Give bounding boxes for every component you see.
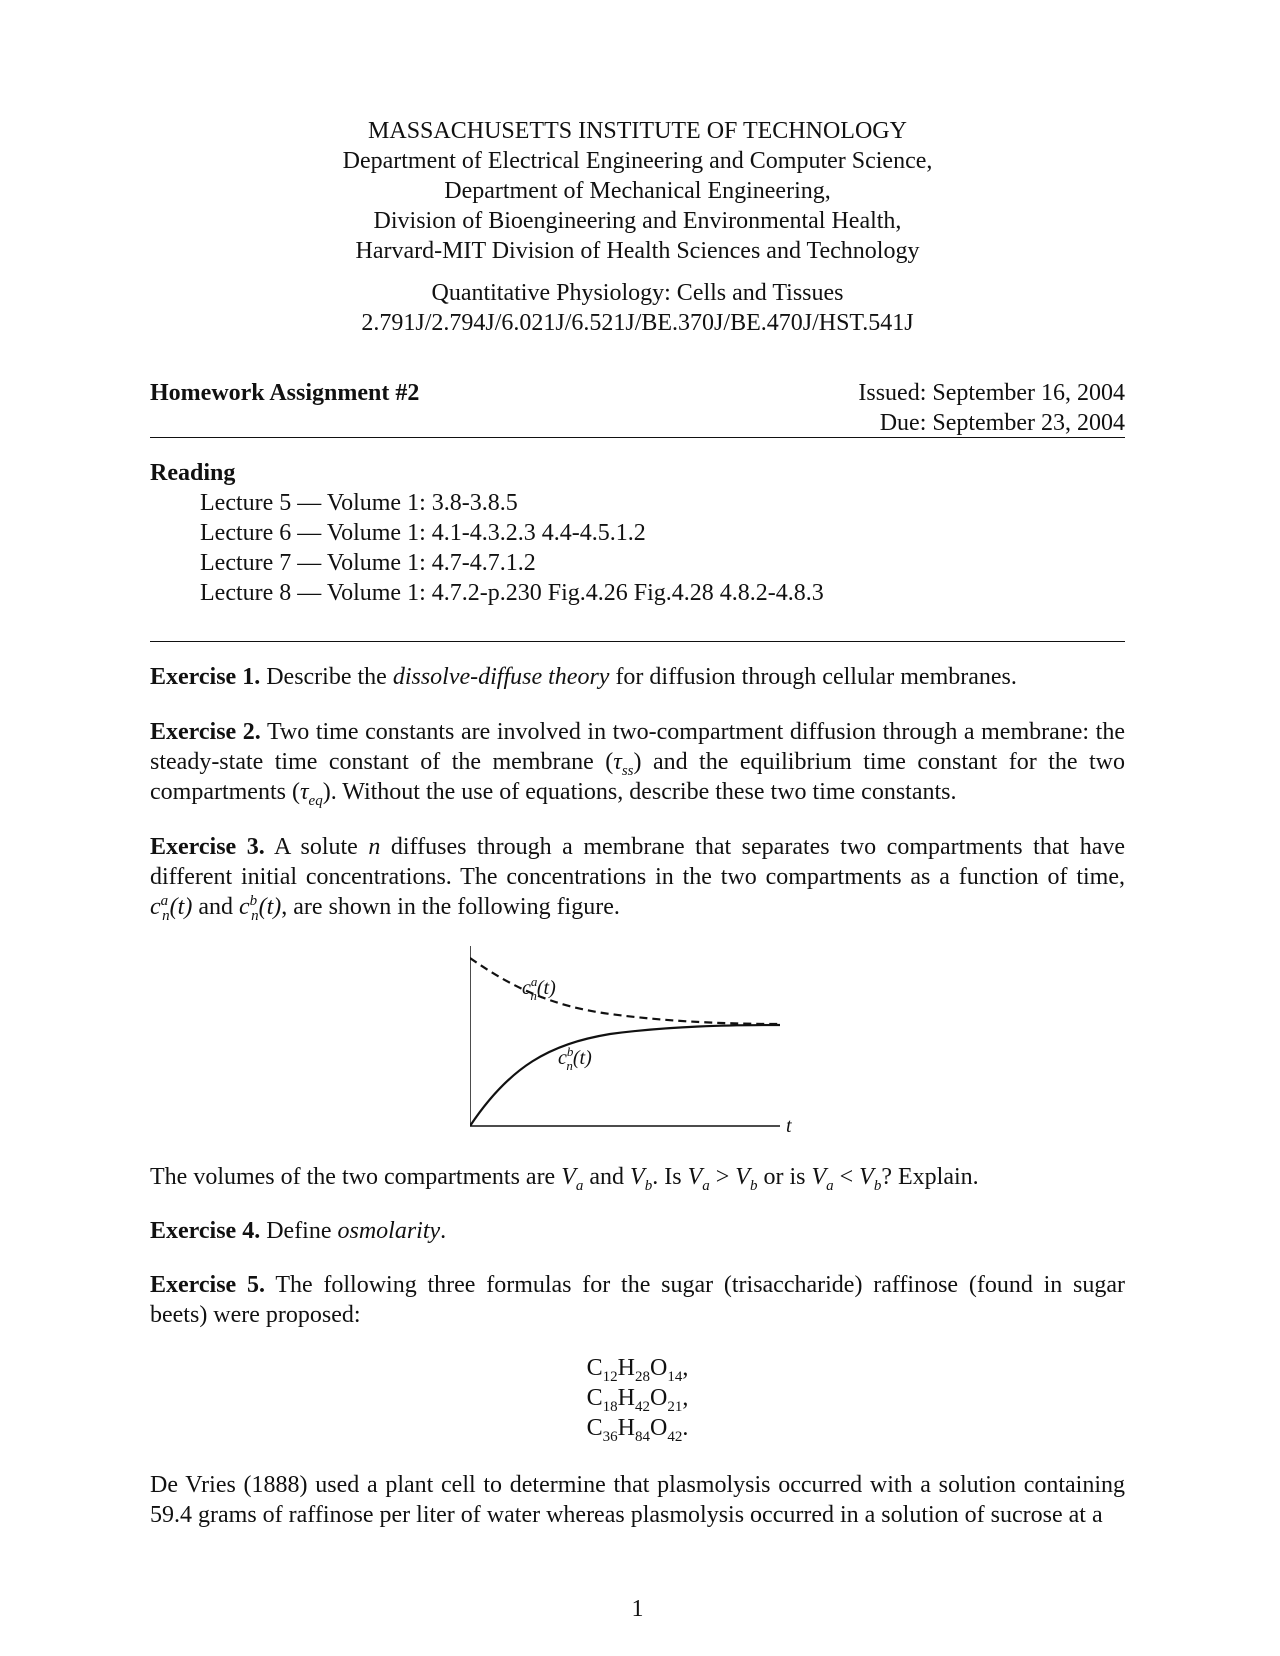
institute-name: MASSACHUSETTS INSTITUTE OF TECHNOLOGY: [368, 118, 907, 144]
issued-date: Issued: September 16, 2004: [858, 380, 1125, 406]
exercise-2: Exercise 2. Two time constants are involved in two-compartment diffusion through a membrane: the steady-state time constant of the membrane $(\tau_{ss})$ and the equilibrium time constant for the two compartments $(\tau_{eq})$. Without the use of equations, describe these two time constants.: [150, 719, 1125, 809]
emphasis-term: dissolve-diffuse theory: [392, 664, 610, 690]
concentration-figure: [470, 946, 970, 1136]
label-cb: $c^b$ n(t): [558, 1044, 592, 1073]
reading-section: [150, 458, 824, 608]
reading-divider: [150, 641, 1125, 642]
label-ca: $c^a$ n(t): [522, 974, 556, 1003]
division-hst: Harvard-MIT Division of Health Sciences and Technology: [355, 238, 920, 264]
document-header: [150, 116, 1125, 338]
department-mech: Department of Mechanical Engineering,: [444, 178, 831, 204]
t-axis-label: t: [786, 1115, 792, 1136]
reading-item: Lecture 8 — Volume 1: 4.7.2-p.230 Fig.4.26 Fig.4.28 4.8.2-4.8.3: [200, 580, 824, 606]
formula-item: $C_{18}H_{42}O_{21}$,: [586, 1385, 689, 1415]
exercise-label: Exercise 3.: [150, 834, 265, 860]
curve-cb: [470, 1025, 780, 1126]
exercise-3: Exercise 3. A solute n diffuses through a membrane that separates two compartments that have different initial concentrations. The concentrations in the two compartments as a function of time, $c^a_n(t)$ and $c^b_n(t)$, are shown in the following figure.: [150, 834, 1126, 924]
formula-item: $C_{36}H_{84}O_{42}$.: [586, 1415, 689, 1445]
curve-ca: [470, 958, 780, 1024]
exercise-1: Exercise 1. Describe the dissolve-diffuse theory for diffusion through cellular membranes.: [150, 664, 1017, 690]
emphasis-term: osmolarity: [337, 1218, 441, 1244]
reading-list: [150, 488, 824, 608]
exercise-label: Exercise 5.: [150, 1272, 265, 1298]
exercise-5-continuation: De Vries (1888) used a plant cell to determine that plasmolysis occurred with a solution containing 59.4 grams of raffinose per liter of water whereas plasmolysis occurred in a solution of sucrose at a: [150, 1472, 1125, 1528]
exercise-label: Exercise 2.: [150, 719, 261, 745]
exercise-3-question: The volumes of the two compartments are $V_a$ and $V_b$. Is $V_a > V_b$ or is $V_a < V_b$? Explain.: [150, 1164, 979, 1194]
reading-item: Lecture 7 — Volume 1: 4.7-4.7.1.2: [200, 550, 536, 576]
course-title: Quantitative Physiology: Cells and Tissues: [431, 280, 844, 306]
page-number: 1: [631, 1596, 644, 1622]
exercise-4: Exercise 4. Define osmolarity.: [150, 1218, 447, 1244]
assignment-dates: [858, 378, 1125, 438]
exercise-label: Exercise 1.: [150, 664, 261, 690]
exercise-label: Exercise 4.: [150, 1218, 261, 1244]
reading-heading: Reading: [150, 460, 236, 486]
department-eecs: Department of Electrical Engineering and Computer Science,: [342, 148, 933, 174]
reading-item: Lecture 5 — Volume 1: 3.8-3.8.5: [200, 490, 518, 516]
exercise-5: Exercise 5. The following three formulas for the sugar (trisaccharide) raffinose (found in sugar beets) were proposed:: [150, 1272, 1125, 1328]
division-bioeng: Division of Bioengineering and Environmental Health,: [373, 208, 902, 234]
assignment-header: [150, 378, 1125, 440]
due-date: Due: September 23, 2004: [879, 410, 1125, 436]
course-numbers: 2.791J/2.794J/6.021J/6.521J/BE.370J/BE.470J/HST.541J: [361, 310, 914, 336]
assignment-title: Homework Assignment #2: [150, 380, 420, 406]
reading-item: Lecture 6 — Volume 1: 4.1-4.3.2.3 4.4-4.5.1.2: [200, 520, 646, 546]
formula-list: [150, 1353, 1125, 1443]
header-divider: [150, 437, 1125, 438]
formula-item: $C_{12}H_{28}O_{14}$,: [586, 1355, 689, 1385]
